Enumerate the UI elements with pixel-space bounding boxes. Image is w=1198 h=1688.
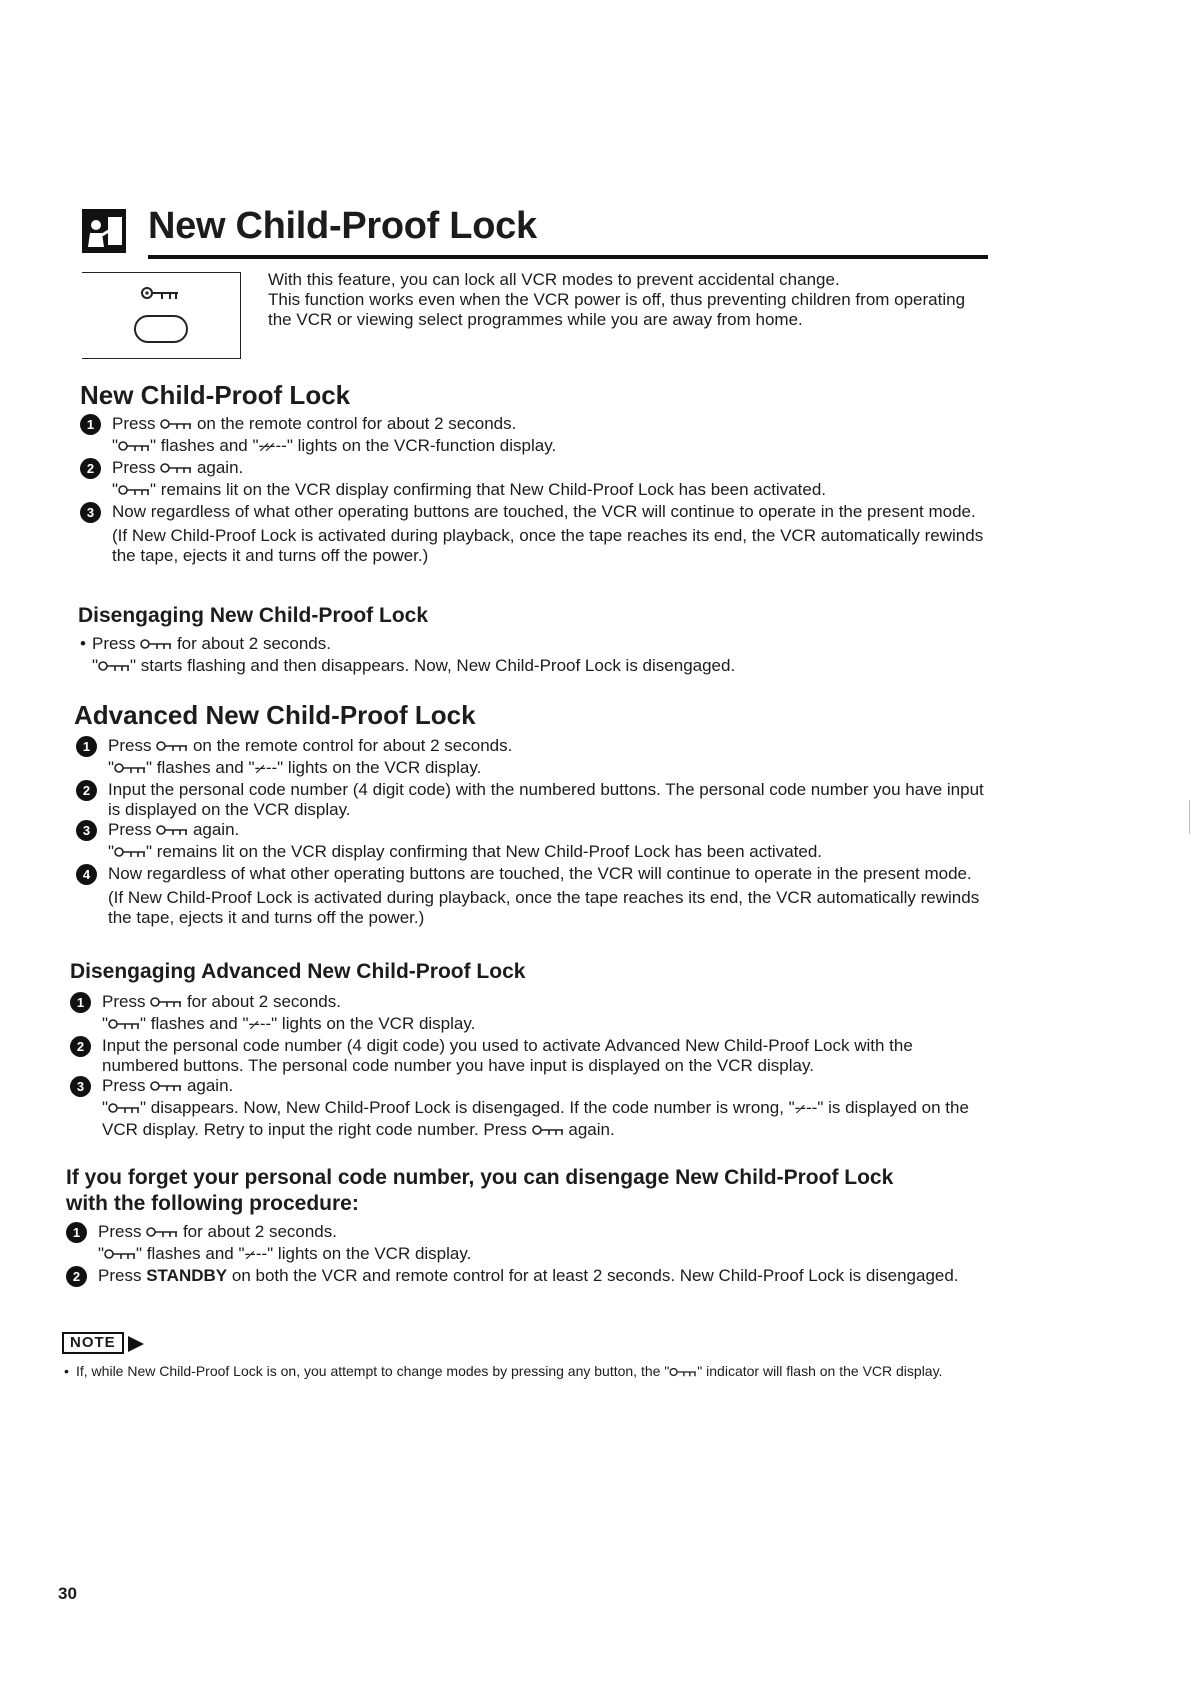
list-item: • Press for about 2 seconds. " " starts flashing and then disappears. Now, New Child-Proof Lock is disengaged. (80, 634, 990, 678)
page-number: 30 (58, 1584, 77, 1603)
key-icon (140, 283, 180, 308)
step-number: 2 (70, 1036, 91, 1057)
child-lock-section-icon (82, 209, 126, 253)
display-symbol: -̷--- (248, 1014, 272, 1033)
key-icon (160, 416, 192, 436)
key-icon (150, 994, 182, 1014)
list-item: 1 Press for about 2 seconds. " " flashes and "-̷---" lights on the VCR display. (66, 1222, 990, 1266)
subsection-heading: Disengaging New Child-Proof Lock (78, 604, 429, 627)
key-button-box (82, 272, 241, 359)
key-icon (98, 658, 130, 678)
step-number: 3 (80, 502, 101, 523)
step-number: 1 (70, 992, 91, 1013)
display-symbol: -̷--- (254, 758, 278, 777)
key-icon (118, 438, 150, 458)
section2-steps (76, 736, 990, 928)
list-item: 1 Press for about 2 seconds. " " flashes and "-̷---" lights on the VCR display. (70, 992, 990, 1036)
key-icon (156, 822, 188, 842)
note-tag (62, 1332, 150, 1354)
disengage1-steps (80, 634, 990, 678)
forget-code-heading: If you forget your personal code number, you can disengage New Child-Proof Lock with the following procedure: (66, 1166, 894, 1215)
list-item: 2 Input the personal code number (4 digit code) you used to activate Advanced New Child-Proof Lock with the numbered buttons. The personal code number you have input is displayed on the VCR display. (70, 1036, 990, 1076)
note-text (64, 1362, 984, 1382)
display-symbol: -̷--- (794, 1098, 818, 1117)
step-number: 4 (76, 864, 97, 885)
step-number: 1 (66, 1222, 87, 1243)
section1-steps (80, 414, 990, 566)
step-number: 3 (76, 820, 97, 841)
key-icon (104, 1246, 136, 1266)
list-item: 2 Press again. " " remains lit on the VCR display confirming that New Child-Proof Lock has been activated. (80, 458, 990, 502)
section-heading: Advanced New Child-Proof Lock (74, 700, 476, 730)
forget-steps (66, 1222, 990, 1286)
note-label: NOTE (62, 1332, 124, 1354)
intro-text (268, 270, 988, 330)
step-number: 2 (80, 458, 101, 479)
title-underline (148, 255, 988, 259)
remote-button-icon (134, 315, 188, 343)
section-heading: New Child-Proof Lock (80, 380, 351, 410)
list-item: 1 Press on the remote control for about 2 seconds. " " flashes and "-̷-̷---" lights on the VCR-function display. (80, 414, 990, 458)
list-item: 3 Now regardless of what other operating buttons are touched, the VCR will continue to operate in the present mode. (If New Child-Proof Lock is activated during playback, once the tape reaches its end, the VCR automatically rewinds the tape, ejects it and turns off the power.) (80, 502, 990, 566)
step-number: 2 (66, 1266, 87, 1287)
scan-speck (1189, 800, 1190, 834)
list-item: 2 Input the personal code number (4 digit code) with the numbered buttons. The personal code number you have input is displayed on the VCR display. (76, 780, 990, 820)
intro-line-1: With this feature, you can lock all VCR modes to prevent accidental change. (268, 270, 840, 289)
key-icon (114, 760, 146, 780)
list-item: • If, while New Child-Proof Lock is on, you attempt to change modes by pressing any button, the " " indicator will flash on the VCR display. (64, 1362, 984, 1382)
display-symbol: -̷-̷--- (258, 436, 287, 455)
intro-line-2: This function works even when the VCR power is off, thus preventing children from operating the VCR or viewing select programmes while you are away from home. (268, 290, 966, 329)
note-arrow-icon (128, 1336, 144, 1352)
key-icon (108, 1016, 140, 1036)
step-number: 3 (70, 1076, 91, 1097)
step-number: 1 (76, 736, 97, 757)
title-row (82, 203, 988, 263)
list-item: 4 Now regardless of what other operating buttons are touched, the VCR will continue to operate in the present mode. (If New Child-Proof Lock is activated during playback, once the tape reaches its end, the VCR automatically rewinds the tape, ejects it and turns off the power.) (76, 864, 990, 928)
key-icon (532, 1122, 564, 1142)
subsection-heading: Disengaging Advanced New Child-Proof Lock (70, 960, 526, 983)
key-icon (118, 482, 150, 502)
page-title: New Child-Proof Lock (148, 205, 537, 247)
standby-label: STANDBY (146, 1266, 228, 1285)
display-symbol: -̷--- (244, 1244, 268, 1263)
key-icon (108, 1100, 140, 1120)
key-icon (156, 738, 188, 758)
key-icon (160, 460, 192, 480)
key-icon (669, 1364, 697, 1382)
list-item: 1 Press on the remote control for about 2 seconds. " " flashes and "-̷---" lights on the VCR display. (76, 736, 990, 780)
list-item: 3 Press again. " " disappears. Now, New Child-Proof Lock is disengaged. If the code number is wrong, "-̷---" is displayed on the VCR display. Retry to input the right code number. Press again. (70, 1076, 990, 1142)
list-item: 2 Press STANDBY on both the VCR and remote control for at least 2 seconds. New Child-Proof Lock is disengaged. (66, 1266, 990, 1286)
step-number: 2 (76, 780, 97, 801)
list-item: 3 Press again. " " remains lit on the VCR display confirming that New Child-Proof Lock has been activated. (76, 820, 990, 864)
disengage2-steps (70, 992, 990, 1142)
key-icon (140, 636, 172, 656)
key-icon (150, 1078, 182, 1098)
key-icon (146, 1224, 178, 1244)
step-number: 1 (80, 414, 101, 435)
key-icon (114, 844, 146, 864)
